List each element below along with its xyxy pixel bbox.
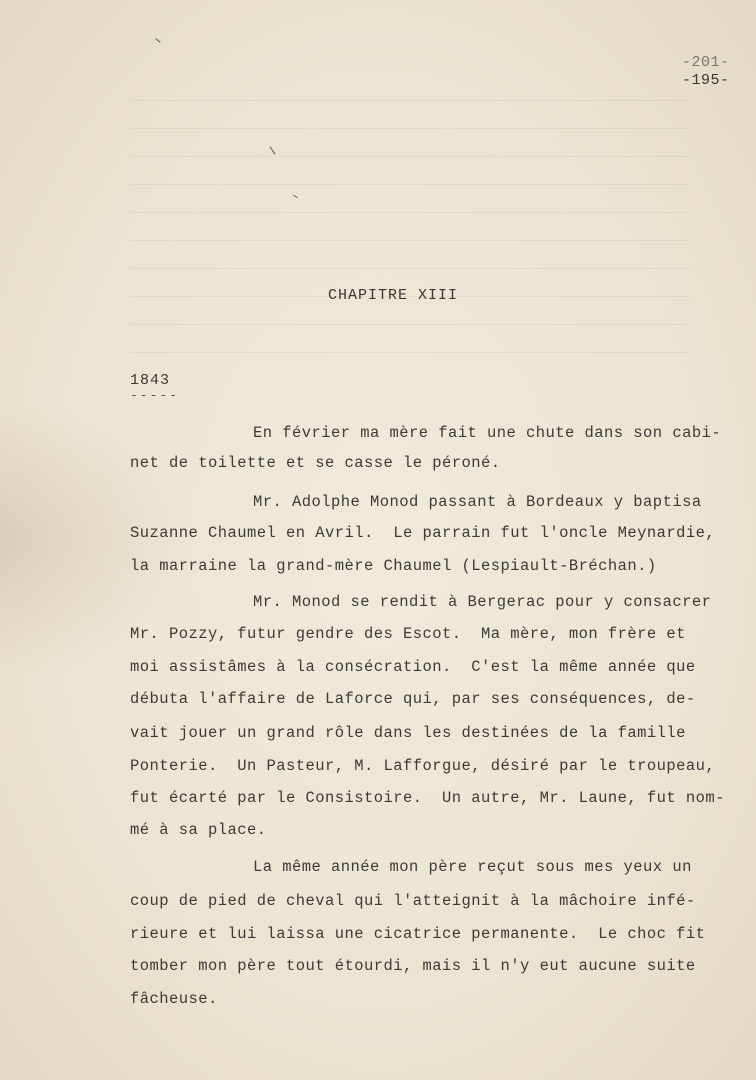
text-line: Ponterie. Un Pasteur, M. Lafforgue, désiré par le troupeau, [130,757,716,775]
text-line: tomber mon père tout étourdi, mais il n'y eut aucune suite [130,957,696,975]
page-numbers [682,54,742,90]
text-line: rieure et lui laissa une cicatrice permanente. Le choc fit [130,925,706,943]
text-line: fut écarté par le Consistoire. Un autre, Mr. Laune, fut nom- [130,789,725,807]
text-line: fâcheuse. [130,990,218,1008]
show-through-background [130,100,690,360]
text-line: En février ma mère fait une chute dans son cabi- [253,424,722,442]
text-line: moi assistâmes à la consécration. C'est la même année que [130,658,696,676]
page-number-top: -201- [682,54,730,71]
page-number-bottom: -195- [682,72,730,89]
text-line: la marraine la grand-mère Chaumel (Lespiault-Bréchan.) [130,557,657,575]
text-line: Suzanne Chaumel en Avril. Le parrain fut l'oncle Meynardie, [130,524,716,542]
year-heading: 1843 [130,372,171,389]
text-line: net de toilette et se casse le péroné. [130,454,501,472]
text-line: mé à sa place. [130,821,267,839]
text-line: coup de pied de cheval qui l'atteignit à la mâchoire infé- [130,892,696,910]
year-underline: ----- [130,388,180,403]
text-line: Mr. Adolphe Monod passant à Bordeaux y baptisa [253,493,702,511]
text-line: débuta l'affaire de Laforce qui, par ses conséquences, de- [130,690,696,708]
paper-speck [155,38,160,43]
text-line: La même année mon père reçut sous mes yeux un [253,858,692,876]
text-line: Mr. Monod se rendit à Bergerac pour y consacrer [253,593,712,611]
chapter-title: CHAPITRE XIII [328,287,459,304]
text-line: vait jouer un grand rôle dans les destinées de la famille [130,724,686,742]
text-line: Mr. Pozzy, futur gendre des Escot. Ma mère, mon frère et [130,625,686,643]
